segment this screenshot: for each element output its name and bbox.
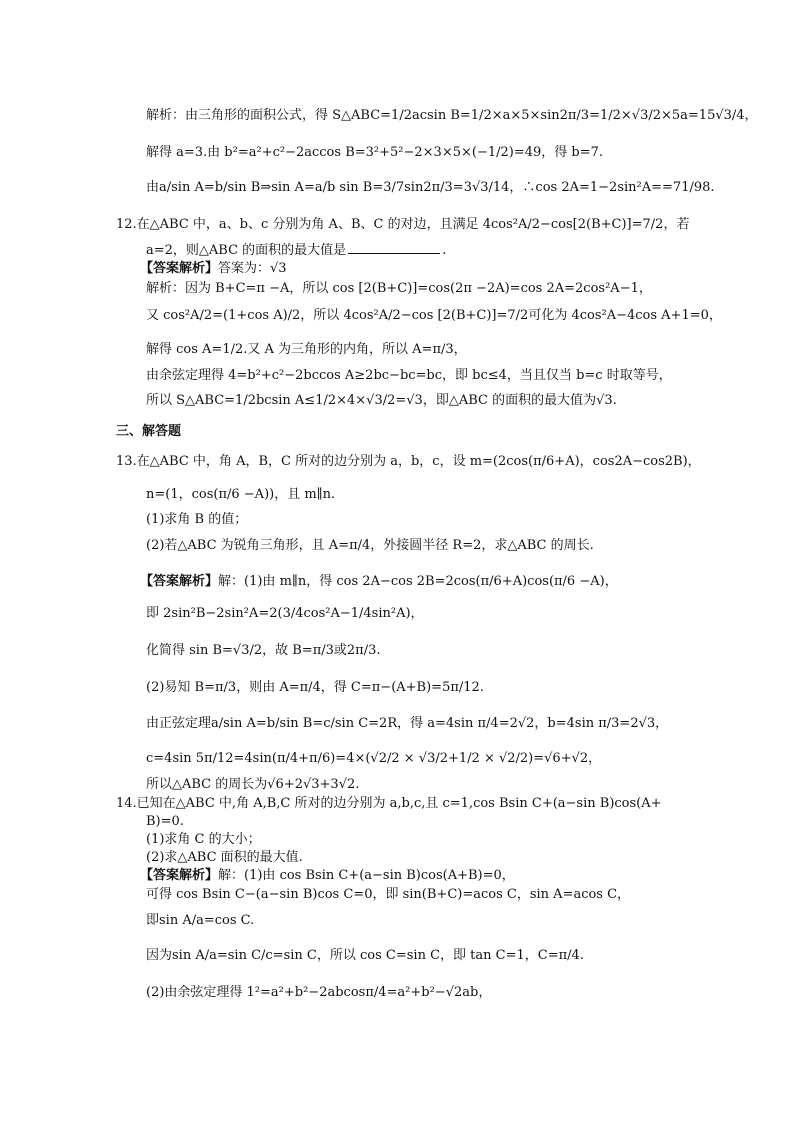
answer-text: 解：(1)由 cos Bsin C+(a−sin B)cos(A+B)=0， bbox=[218, 868, 515, 883]
question-part: (2)若△ABC 为锐角三角形，且 A=π/4，外接圆半径 R=2，求△ABC 的周长. bbox=[146, 538, 594, 553]
question-12-stem: 12.在△ABC 中，a、b、c 分别为角 A、B、C 的对边，且满足 4cos²A/2−cos[2(B+C)]=7/2，若 bbox=[116, 217, 690, 232]
solution-line: 可得 cos Bsin C−(a−sin B)cos C=0，即 sin(B+C)=acos C，sin A=acos C， bbox=[146, 887, 631, 902]
answer-blank bbox=[348, 240, 440, 254]
answer-analysis-line bbox=[140, 572, 618, 592]
answer-analysis-line bbox=[140, 866, 515, 886]
solution-line: 由余弦定理得 4=b²+c²−2bccos A≥2bc−bc=bc，即 bc≤4，当且仅当 b=c 时取等号， bbox=[146, 368, 672, 383]
solution-line: 即 2sin²B−2sin²A=2(3/4cos²A−1/4sin²A)， bbox=[146, 606, 424, 621]
question-part: (2)求△ABC 面积的最大值. bbox=[146, 850, 303, 865]
solution-line: 所以 S△ABC=1/2bcsin A≤1/2×4×√3/2=√3，即△ABC 的面积的最大值为√3. bbox=[146, 393, 617, 408]
section-heading: 三、解答题 bbox=[116, 424, 182, 439]
question-14-stem-cont: B)=0. bbox=[146, 814, 184, 829]
solution-line: (2)由余弦定理得 1²=a²+b²−2abcosπ/4=a²+b²−√2ab， bbox=[146, 985, 492, 1000]
question-part: (1)求角 C 的大小； bbox=[146, 832, 261, 847]
solution-line: 由a/sin A=b/sin B⇒sin A=a/b sin B=3/7sin2π/3=3√3/14，∴cos 2A=1−2sin²A==71/98. bbox=[146, 180, 715, 195]
solution-line: 即sin A/a=cos C. bbox=[146, 913, 255, 928]
answer-analysis-label: 【答案解析】 bbox=[140, 574, 219, 589]
solution-line: c=4sin 5π/12=4sin(π/4+π/6)=4×(√2/2 × √3/2+1/2 × √2/2)=√6+√2， bbox=[146, 751, 602, 766]
question-12-stem-cont: a=2，则△ABC 的面积的最大值是 . bbox=[146, 240, 446, 261]
solution-line: 解析：由三角形的面积公式，得 S△ABC=1/2acsin B=1/2×a×5×sin2π/3=1/2×√3/2×5a=15√3/4， bbox=[146, 108, 758, 123]
solution-line: 解得 a=3.由 b²=a²+c²−2accos B=3²+5²−2×3×5×(−1/2)=49，得 b=7. bbox=[146, 145, 604, 160]
solution-line: 又 cos²A/2=(1+cos A)/2，所以 4cos²A/2−cos [2(B+C)]=7/2可化为 4cos²A−4cos A+1=0， bbox=[146, 308, 722, 323]
solution-line: 所以△ABC 的周长为√6+2√3+3√2. bbox=[146, 777, 360, 792]
answer-analysis-label: 【答案解析】 bbox=[140, 868, 219, 883]
answer-analysis-label: 【答案解析】 bbox=[140, 261, 219, 276]
question-text: a=2，则△ABC 的面积的最大值是 bbox=[146, 243, 347, 258]
question-14-stem: 14.已知在△ABC 中,角 A,B,C 所对的边分别为 a,b,c,且 c=1,cos Bsin C+(a−sin B)cos(A+ bbox=[116, 796, 662, 811]
solution-line: 因为sin A/a=sin C/c=sin C，所以 cos C=sin C，即 tan C=1，C=π/4. bbox=[146, 948, 584, 963]
solution-line: 解析：因为 B+C=π −A，所以 cos [2(B+C)]=cos(2π −2A)=cos 2A=2cos²A−1， bbox=[146, 281, 652, 296]
question-13-stem: 13.在△ABC 中，角 A，B，C 所对的边分别为 a，b，c，设 m=(2cos(π/6+A)，cos2A−cos2B)， bbox=[116, 454, 701, 469]
solution-line: (2)易知 B=π/3，则由 A=π/4，得 C=π−(A+B)=5π/12. bbox=[146, 680, 484, 695]
answer-text: 解：(1)由 m∥n，得 cos 2A−cos 2B=2cos(π/6+A)cos(π/6 −A)， bbox=[218, 574, 618, 589]
question-13-stem-cont: n=(1，cos(π/6 −A))，且 m∥n. bbox=[146, 487, 336, 502]
solution-line: 由正弦定理a/sin A=b/sin B=c/sin C=2R，得 a=4sin π/4=2√2，b=4sin π/3=2√3， bbox=[146, 716, 669, 731]
solution-line: 化简得 sin B=√3/2，故 B=π/3或2π/3. bbox=[146, 643, 381, 658]
solution-line: 解得 cos A=1/2.又 A 为三角形的内角，所以 A=π/3， bbox=[146, 342, 467, 357]
answer-text: 答案为：√3 bbox=[218, 261, 287, 276]
question-part: (1)求角 B 的值； bbox=[146, 512, 248, 527]
answer-analysis-line bbox=[140, 259, 287, 279]
